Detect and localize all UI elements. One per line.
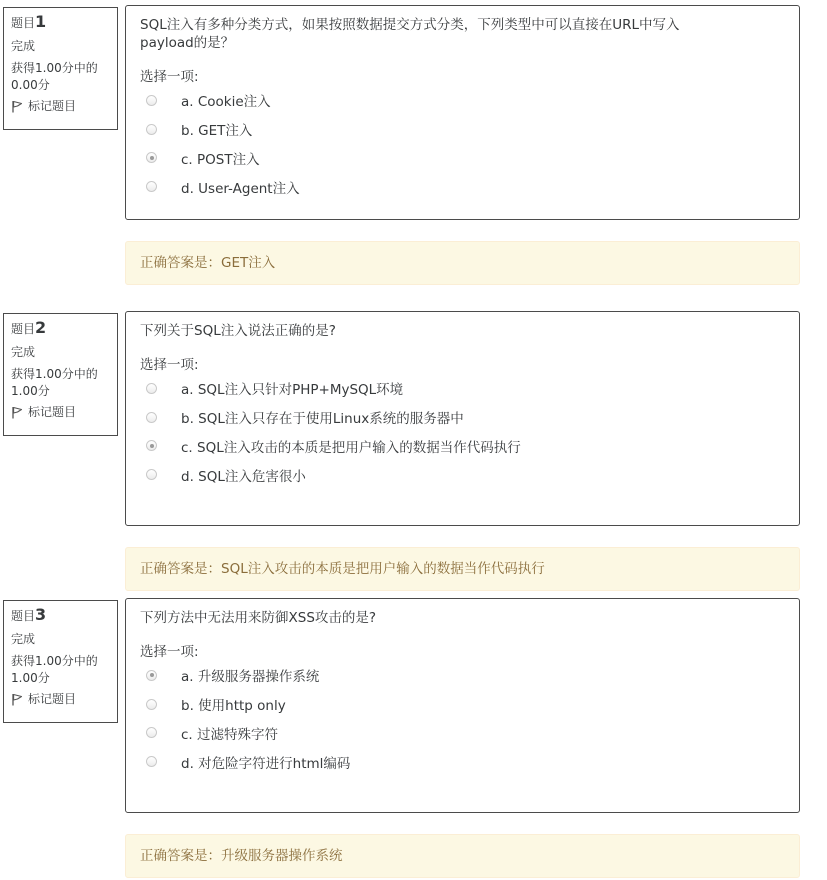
- flag-icon: [11, 100, 23, 113]
- question-num: 3: [35, 605, 47, 624]
- choice-prompt: 选择一项:: [140, 69, 199, 85]
- question-number: [11, 607, 117, 625]
- question-info: [3, 313, 118, 436]
- question-state: 完成: [11, 39, 36, 53]
- question-state: 完成: [11, 632, 36, 646]
- option-label: c. SQL注入攻击的本质是把用户输入的数据当作代码执行: [181, 439, 521, 456]
- option-label: a. Cookie注入: [181, 94, 271, 111]
- question-grade: 获得1.00分中的 1.00分: [11, 367, 98, 398]
- answer-option-b[interactable]: [140, 690, 785, 719]
- question-label: 题目: [11, 322, 36, 336]
- radio-button[interactable]: [146, 95, 157, 106]
- question-content: [125, 598, 800, 813]
- question-content: [125, 311, 800, 526]
- option-label: c. POST注入: [181, 151, 260, 168]
- radio-button-selected[interactable]: [146, 152, 157, 163]
- choice-prompt: 选择一项:: [140, 357, 199, 373]
- radio-button-selected[interactable]: [146, 440, 157, 451]
- answer-option-c[interactable]: [140, 719, 785, 748]
- answer-option-b[interactable]: [140, 115, 785, 144]
- option-label: a. SQL注入只针对PHP+MySQL环境: [181, 382, 404, 399]
- correct-answer-feedback: 正确答案是：SQL注入攻击的本质是把用户输入的数据当作代码执行: [125, 547, 800, 591]
- question-text: SQL注入有多种分类方式，如果按照数据提交方式分类，下列类型中可以直接在URL中写入payload的是？: [140, 17, 680, 51]
- answer-option-a[interactable]: [140, 661, 785, 690]
- question-text: 下列关于SQL注入说法正确的是?: [140, 323, 336, 339]
- answer-option-a[interactable]: [140, 86, 785, 115]
- option-label: b. SQL注入只存在于使用Linux系统的服务器中: [181, 411, 464, 428]
- radio-button[interactable]: [146, 469, 157, 480]
- question-text: 下列方法中无法用来防御XSS攻击的是?: [140, 610, 377, 626]
- answer-option-a[interactable]: [140, 374, 785, 403]
- question-grade: 获得1.00分中的 0.00分: [11, 61, 98, 92]
- question-num: 2: [35, 318, 47, 337]
- answer-option-b[interactable]: [140, 403, 785, 432]
- question-number: [11, 14, 117, 32]
- answer-option-c[interactable]: [140, 432, 785, 461]
- radio-button[interactable]: [146, 181, 157, 192]
- answer-option-d[interactable]: [140, 747, 785, 776]
- answer-option-d[interactable]: [140, 460, 785, 489]
- question-number: [11, 320, 117, 338]
- option-label: d. 对危险字符进行html编码: [181, 755, 351, 772]
- flag-question-link[interactable]: [11, 404, 117, 420]
- question-label: 题目: [11, 609, 36, 623]
- question-block: [0, 0, 827, 287]
- answer-option-c[interactable]: [140, 144, 785, 173]
- option-label: d. SQL注入危害很小: [181, 468, 306, 485]
- question-label: 题目: [11, 16, 36, 30]
- flag-icon: [11, 693, 23, 706]
- radio-button[interactable]: [146, 699, 157, 710]
- radio-button[interactable]: [146, 412, 157, 423]
- flag-icon: [11, 406, 23, 419]
- flag-label: 标记题目: [28, 405, 77, 419]
- correct-answer-feedback: 正确答案是：GET注入: [125, 241, 800, 285]
- option-label: c. 过滤特殊字符: [181, 726, 279, 743]
- answer-option-d[interactable]: [140, 172, 785, 201]
- question-num: 1: [35, 12, 47, 31]
- option-label: b. GET注入: [181, 123, 253, 140]
- question-content: [125, 5, 800, 220]
- option-label: a. 升级服务器操作系统: [181, 669, 320, 686]
- flag-question-link[interactable]: [11, 691, 117, 707]
- radio-button[interactable]: [146, 727, 157, 738]
- question-block: [0, 306, 827, 593]
- flag-question-link[interactable]: [11, 98, 117, 114]
- radio-button[interactable]: [146, 383, 157, 394]
- question-grade: 获得1.00分中的 1.00分: [11, 654, 98, 685]
- question-info: [3, 7, 118, 130]
- radio-button-selected[interactable]: [146, 670, 157, 681]
- question-block: [0, 593, 827, 880]
- correct-answer-feedback: 正确答案是：升级服务器操作系统: [125, 834, 800, 878]
- radio-button[interactable]: [146, 124, 157, 135]
- question-state: 完成: [11, 345, 36, 359]
- option-label: d. User-Agent注入: [181, 180, 300, 197]
- radio-button[interactable]: [146, 756, 157, 767]
- choice-prompt: 选择一项:: [140, 644, 199, 660]
- flag-label: 标记题目: [28, 99, 77, 113]
- question-info: [3, 600, 118, 723]
- option-label: b. 使用http only: [181, 698, 286, 715]
- flag-label: 标记题目: [28, 692, 77, 706]
